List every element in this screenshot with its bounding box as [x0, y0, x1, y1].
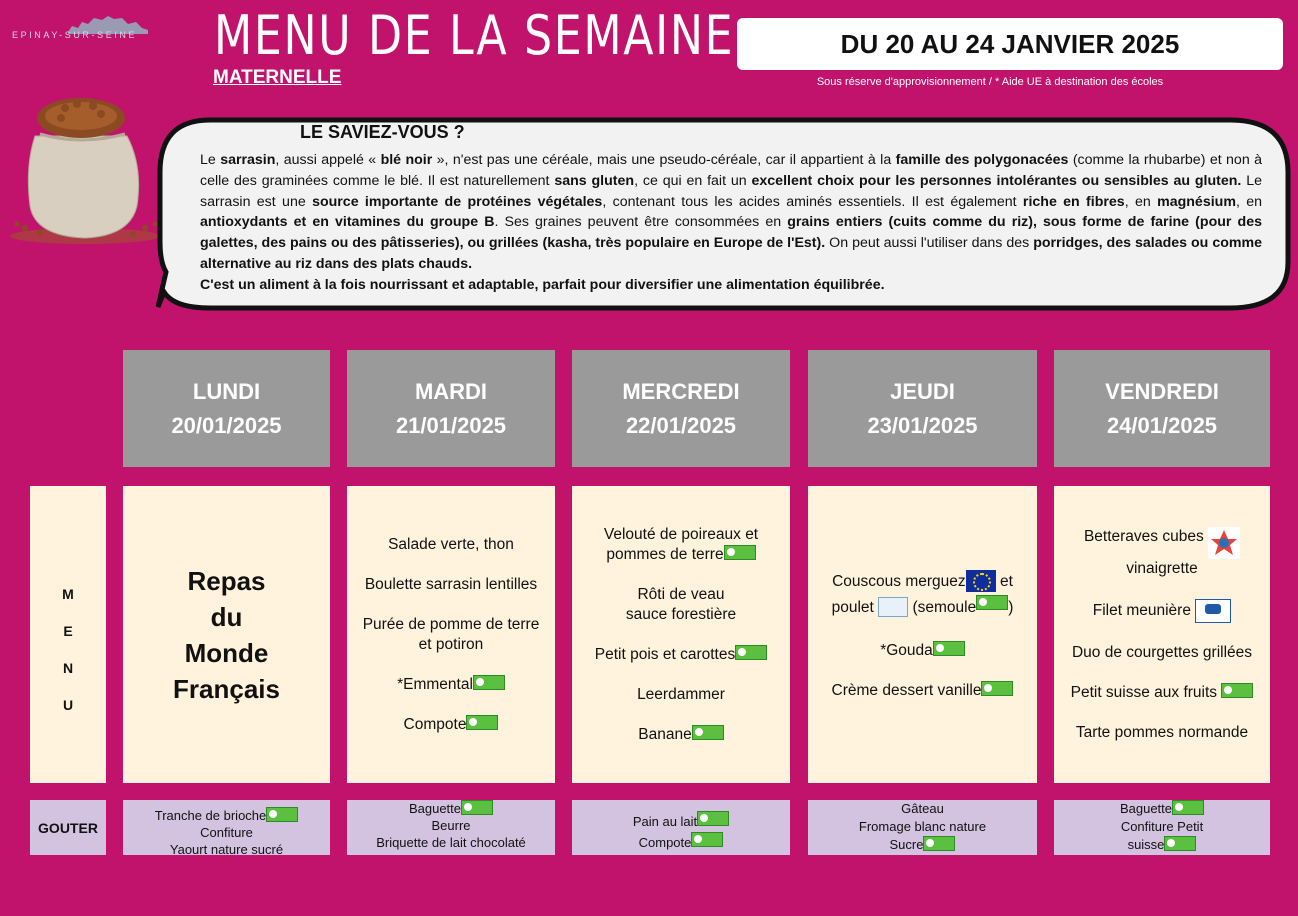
- menu-item: Petit suisse aux fruits: [1071, 683, 1254, 703]
- label-rouge-icon: [878, 597, 908, 617]
- ab-bio-label-icon: [933, 641, 965, 656]
- ab-bio-label-icon: [466, 715, 498, 730]
- ab-bio-label-icon: [266, 807, 298, 822]
- gouter-row-label: [30, 800, 106, 855]
- ab-bio-label-icon: [923, 836, 955, 851]
- town-name: EPINAY-SUR-SEINE: [12, 30, 138, 40]
- gouter-cell-vendredi: [1054, 800, 1270, 855]
- day-header-mercredi: [572, 350, 790, 467]
- day-name: MERCREDI: [622, 379, 740, 404]
- menu-item: *Emmental: [397, 675, 505, 695]
- day-name: MARDI: [414, 379, 488, 404]
- day-header-lundi: [123, 350, 330, 467]
- day-date: 21/01/2025: [395, 413, 507, 438]
- msc-label-icon: [1195, 599, 1231, 623]
- day-header-vendredi: [1054, 350, 1270, 467]
- gouter-item: Compote: [572, 832, 790, 853]
- gouter-item: suisse: [1054, 836, 1270, 854]
- ab-bio-label-icon: [976, 595, 1008, 610]
- day-name: VENDREDI: [1105, 379, 1219, 404]
- eu-flag-icon: [966, 570, 996, 592]
- menu-item: Filet meunière: [1093, 599, 1232, 623]
- gouter-item: Baguette: [347, 800, 555, 817]
- menu-item: Monde: [184, 637, 269, 668]
- day-date: 24/01/2025: [1106, 413, 1218, 438]
- gouter-item: Confiture: [200, 825, 253, 840]
- gouter-item: Gâteau: [901, 801, 944, 816]
- menu-item: Rôti de veau sauce forestière: [625, 585, 737, 623]
- gouter-item: Baguette: [1054, 800, 1270, 818]
- ab-bio-label-icon: [691, 832, 723, 847]
- ab-bio-label-icon: [1164, 836, 1196, 851]
- gouter-cell-mardi: [347, 800, 555, 855]
- menu-cell-mercredi: [572, 486, 790, 783]
- ab-bio-label-icon: [473, 675, 505, 690]
- menu-item: Petit pois et carottes: [595, 645, 767, 665]
- gouter-item: Yaourt nature sucré: [169, 842, 284, 857]
- gouter-item: Beurre: [431, 818, 471, 833]
- menu-letter: N: [62, 660, 74, 676]
- menu-item: Leerdammer: [637, 685, 725, 703]
- gouter-item: Fromage blanc nature: [858, 819, 987, 834]
- ab-bio-label-icon: [1221, 683, 1253, 698]
- page-title: MENU DE LA SEMAINE: [214, 4, 735, 67]
- menu-item: Duo de courgettes grillées: [1071, 643, 1253, 661]
- day-header-mardi: [347, 350, 555, 467]
- did-you-know-title: LE SAVIEZ-VOUS ?: [300, 122, 465, 142]
- menu-item: Banane: [638, 725, 723, 745]
- menu-cell-vendredi: [1054, 486, 1270, 783]
- menu-cell-jeudi: [808, 486, 1037, 783]
- menu-item: Français: [173, 673, 280, 704]
- menu-item: Betteraves cubes vinaigrette: [1084, 527, 1240, 579]
- gouter-cell-lundi: [123, 800, 330, 855]
- menu-item: Velouté de poireaux et pommes de terre: [603, 525, 759, 563]
- day-header-jeudi: [808, 350, 1037, 467]
- ab-bio-label-icon: [724, 545, 756, 560]
- day-name: JEUDI: [890, 379, 955, 404]
- menu-cell-mardi: [347, 486, 555, 783]
- ab-bio-label-icon: [697, 811, 729, 826]
- ab-bio-label-icon: [461, 800, 493, 815]
- day-date: 20/01/2025: [171, 413, 282, 438]
- menu-letter: M: [62, 586, 74, 602]
- menu-item: Repas: [187, 565, 266, 596]
- day-name: LUNDI: [192, 379, 261, 404]
- menu-item: du: [210, 601, 243, 632]
- ab-bio-label-icon: [735, 645, 767, 660]
- menu-item: Salade verte, thon: [388, 535, 514, 553]
- gouter-item: Pain au lait: [572, 811, 790, 832]
- menu-item: Purée de pomme de terre et potiron: [362, 615, 540, 653]
- menu-item: Boulette sarrasin lentilles: [364, 575, 538, 593]
- menu-item: Compote: [404, 715, 499, 735]
- ab-bio-label-icon: [981, 681, 1013, 696]
- ab-bio-label-icon: [1172, 800, 1204, 815]
- day-date: 22/01/2025: [625, 413, 737, 438]
- menu-item: *Gouda: [880, 641, 965, 661]
- menu-item: Couscous merguez et poulet (semoule ): [832, 569, 1014, 621]
- buckwheat-sack-image: [5, 96, 165, 246]
- day-date: 23/01/2025: [867, 413, 978, 438]
- did-you-know-text: Le sarrasin, aussi appelé « blé noir », n'est pas une céréale, mais une pseudo-céréale, car il appartient à la famille des polygonacées (comme la rhubarbe) et non à celle des graminées comme le blé. Il est naturellement sans gluten, ce qui en fait un excellent choix pour les personnes intolérantes ou sensibles au gluten. Le sarrasin est une source importante de protéines végétales, contenant tous les acides aminés essentiels. Il est également riche en fibres, en magnésium, en antioxydants et en vitamines du groupe B. Ses graines peuvent être consommées en grains entiers (cuits comme du riz), sous forme de farine (pour des galettes, des pains ou des pâtisseries), ou grillées (kasha, très populaire en Europe de l'Est). On peut aussi l'utiliser dans des porridges, des salades ou comme alternative au riz dans des plats chauds. C'est un aliment à la fois nourrissant et adaptable, parfait pour diversifier une alimentation équilibrée.: [200, 152, 1263, 293]
- gouter-cell-mercredi: [572, 800, 790, 855]
- menu-row-label: [30, 486, 106, 783]
- ab-bio-label-icon: [692, 725, 724, 740]
- date-range: DU 20 AU 24 JANVIER 2025: [840, 28, 1180, 59]
- menu-item: Tarte pommes normande: [1075, 723, 1249, 741]
- gouter-item: Tranche de brioche: [123, 807, 330, 824]
- gouter-item: Sucre: [808, 836, 1037, 854]
- menu-letter: E: [63, 623, 73, 639]
- gouter-item: Confiture Petit: [1120, 819, 1204, 834]
- gouter-cell-jeudi: [808, 800, 1037, 855]
- date-range-box: [737, 18, 1283, 70]
- menu-item: Crème dessert vanille: [832, 681, 1014, 701]
- gouter-item: Briquette de lait chocolaté: [376, 835, 526, 850]
- menu-cell-lundi: [123, 486, 330, 783]
- menu-letter: U: [62, 697, 74, 713]
- supply-note: Sous réserve d'approvisionnement / * Aide UE à destination des écoles: [816, 76, 1164, 88]
- gouter-label: GOUTER: [38, 819, 98, 836]
- fruits-vegetables-label-icon: [1208, 527, 1240, 559]
- page-subtitle: MATERNELLE: [213, 67, 342, 88]
